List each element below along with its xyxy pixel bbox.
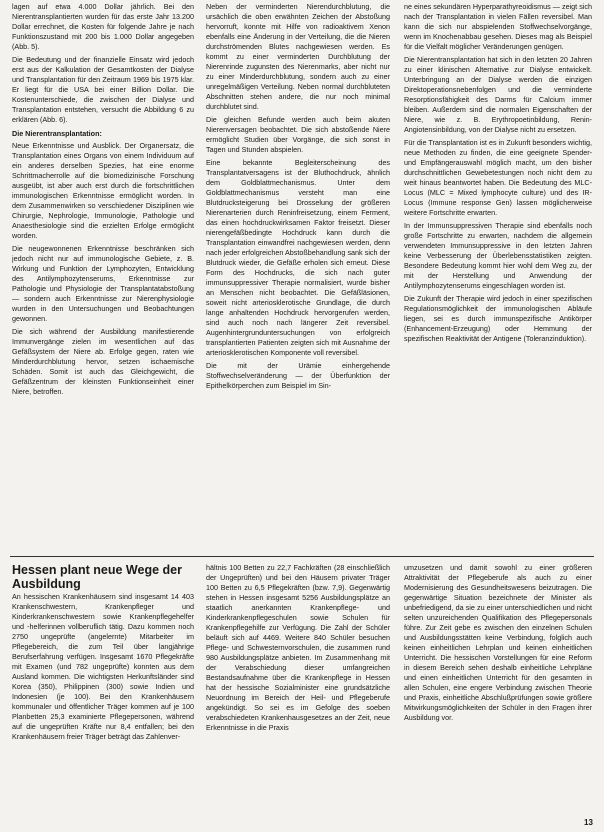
section-subheading: Die Nierentransplantation: (12, 129, 102, 138)
article-column-1 (12, 592, 194, 822)
paragraph: Die Zukunft der Therapie wird jedoch in einer spezifischen Regulationsmöglichkeit der immunologischen Abläufe liegen, sei es durch immunspezifische Antikörper (Enhancement-Erzeugung) oder Hemmung der spezifischen Reaktivität der Antigene (Toleranzinduktion). (404, 294, 592, 343)
paragraph: Die Bedeutung und der finanzielle Einsatz wird jedoch erst aus der Kalkulation der Gesamtkosten der Dialyse und Transplantation für den Zeitraum 1969 bis 1975 klar. Er liegt für die USA bei einer Billion Dollar. Die Kostenunterschiede, die zwischen der Dialyse und Transplantation entstehen, versucht die Abbildung 6 zu erklären (Abb. 6). (12, 55, 194, 124)
text-column-2 (206, 2, 390, 554)
paragraph: In der Immunsuppressiven Therapie sind ebenfalls noch große Fortschritte zu erwarten, nachdem die allgemein verwendeten Immunsuppressive in den letzten Jahren keine Verbesserung der Überlebensstatistiken zeigten. Besondere Bedeutung kommt hier wohl dem Weg zu, der mit der Herstellung und Anwendung der Antilymphozytenserums eingeschlagen worden ist. (404, 221, 592, 290)
article-column-2 (206, 563, 390, 821)
paragraph: umzusetzen und damit sowohl zu einer größeren Attraktivität der Pflegeberufe als auch zu einer Modernisierung des Gesundheitswesens beizutragen. Die gegenwärtige Situation bezeichnete der Minister als unbefriedigend, da sie zu einer unterschiedlichen und nicht selten unzureichenden Qualifikation des Pflegepersonals führe. Zur Zeit gebe es zwischen den einzelnen Schulen und Ausbildungsstätten keine Verbindung, folglich auch keinen einheitlichen Lehrplan und keinen einheitlichen Unterricht. Die hessischen Vorstellungen für eine Reform in diesem Bereich sehen deshalb einheitliche Lehrpläne und einen einheitlichen Unterricht für den gesamten in allen Schulen, eine engere Verbindung zwischen Theorie und Praxis, einheitliche Abschlußprüfungen sowie größere Mitwirkungsmöglichkeiten der Schüler in den Fragen ihrer Ausbildung vor. (404, 563, 592, 722)
article-headline: Hessen plant neue Wege der Ausbildung (12, 563, 182, 591)
paragraph: hältnis 100 Betten zu 22,7 Fachkräften (28 einschließlich der Ungeprüften) und bei den Häusern privater Träger 100 Betten zu 6,5 Pflegekräften (bzw. 7,9). Gegenwärtig stehen in Hessen insgesamt 5256 Ausbildungsplätze an staatlich anerkannten Krankenpflege- und Kinderkrankenpflegeschulen sowie Schulen für Krankenpflegehilfe zur Verfügung. Die Zahl der Schüler beläuft sich auf 4469. Weitere 840 Schüler besuchen Pflege- und Schwesternvorschulen, die zusammen rund 980 Ausbildungsplätze anbieten. Im Zusammenhang mit der Verabschiedung dieser umfangreichen Bestandsaufnahme über die Krankenpflege in Hessen hat der hessische Sozialminister eine grundsätzliche Neuordnung im Bereich der Heil- und Pflegeberufe angekündigt. So sei es im Gefolge des soeben verabschiedeten Krankenhausgesetzes an der Zeit, neue Erkenntnisse in die Praxis (206, 563, 390, 732)
paragraph: Neben der verminderten Nierendurchblutung, die ursächlich die oben erwähnten Zeichen der Abstoßung hervorruft, konnte mit Hilfe von radioaktivem Xenon ebenfalls eine Änderung in der Verteilung, die die Nieren durchströmenden Blutes nachgewiesen werden. Es kommt zu einer verminderten Durchblutung der Nierenrinde zugunsten des Nierenmarks, aber nicht nur zu einer Minderdurchblutung, sondern auch zu einer unregelmäßigen Verteilung. Neben normal durchbluteten Abschnitten stehen andere, die nur noch minimal durchblutet sind. (206, 2, 390, 111)
paragraph: Die neugewonnenen Erkenntnisse beschränken sich jedoch nicht nur auf immunologische Gebiete, z. B. Wirkung und Funktion der Lymphozyten, Entwicklung des Antilymphozytenserums, Erkenntnisse zur Pathologie und Physiologie der Transplantatabstoßung — sondern auch Erkenntnisse zur Nierenphysiologie wurden in den Untersuchungen und Beobachtungen gewonnen. (12, 244, 194, 323)
paragraph: Die sich während der Ausbildung manifestierende Immunvergänge zielen im wesentlichen auf das Gefäßsystem der Niere ab. Erfolge gegen, raten wie Minderdurchblutung hervor, setzen ischaemische Schäden. Somit ist auch das Gleichgewicht, die Gefäßzentrum der kleinsten Funktionseinheit einer Niere, betroffen. (12, 327, 194, 396)
paragraph: Eine bekannte Begleiterscheinung des Transplantatversagens ist der Bluthochdruck, ähnlich dem Goldblattmechanismus. Unter dem Goldblattmechanismus versteht man eine Blutdrucksteigerung bei Drosselung der größeren Nierenarterien durch Reninfreisetzung, einem Ferment, das einen hochdruckwirksamen Faktor freisetzt. Dieser nierengefäßbedingte Hochdruck kann durch die Transplantation einwandfrei nachgewiesen werden, denn nach jeder erfolgreichen Abstoßbehandlung sank sich der Blutdruck wieder, die Gefäße erholen sich erneut. Diese Form des Hochdrucks, die sich nach guter immunsuppressiver Therapie normalisiert, wurde bisher an Menschen nicht beobachtet. Die Gefäßläsionen, soweit nicht arteriosklerotische Grundlage, die durch lange anhaltenden Hochdruck hervorgerufen werden, sind auch noch nach längerer Zeit reversibel. Augenhintergrunduntersuchungen von erfolgreich transplantierten Patienten zeigten sich mit Ausnahme der arteriosklerotischen Komponente voll reversibel. (206, 158, 390, 357)
paragraph: An hessischen Krankenhäusern sind insgesamt 14 403 Krankenschwestern, Krankenpfleger und Kinderkrankenschwestern sowie Krankenpflegehelfer und -helferinnen vollberuflich tätig. Dazu kommen noch 2750 ungeprüfte (angelernte) Mitarbeiter im Pflegebereich, die zum Teil über langjährige Berufserfahrung verfügen. Insgesamt 1670 Pflegekräfte mit Examen (und 782 ungeprüfte) konnten aus dem Ausland kommen. Die wichtigsten Herkunftsländer sind Korea (350), Philippinen (300) sowie Indien und Indonesien (je 100). Bei den Krankenhäusern kommunaler und öffentlicher Träger kommen auf je 100 Planbetten 25,3 examinierte Pflegepersonen, während auf die ungeprüften Kräfte nur 8,4 entfallen; bei den Krankenhäusern freier Träger beträgt das Zahlenver- (12, 592, 194, 741)
article-column-3 (404, 563, 592, 813)
paragraph: Die gleichen Befunde werden auch beim akuten Nierenversagen beobachtet. Die sich abstoßende Niere ermöglicht Studien über Vorgänge, die sich sonst in Tagen und Stunden abspielen. (206, 115, 390, 154)
text-column-1 (12, 2, 194, 554)
paragraph: Die mit der Urämie einhergehende Stoffwechselveränderung — der Überfunktion der Epithelkörperchen zum Beispiel im Sin- (206, 361, 390, 390)
section-divider (10, 556, 594, 557)
paragraph: Die Nierentransplantation hat sich in den letzten 20 Jahren zu einer klinischen Alternative zur Dialyse entwickelt. Unterbringung an der Dialyse werden die einzigen Direktoperationsnebenfolgen und die verminderte Resorptionsfähigkeit des Darms für Calcium immer bleiben. Außerdem sind die normalen Eigenschaften der Niere, wie z. B. Erythropoetinbildung, Renin-Angiotensinbildung, von der Dialyse nicht zu ersetzen. (404, 55, 592, 134)
paragraph: Neue Erkenntnisse und Ausblick. Der Organersatz, die Transplantation eines Organs von einem Individuum auf ein anderes derselben Spezies, hat eine enorme Schrittmacherrolle auf die biomedizinische Forschung ausgeübt, ist aber auch erst durch die fortschrittlichen immunologischen Erkenntnisse ermöglicht worden. In dem Zusammenwirken so verschiedener Disziplinen wie Chirurgie, Nephrologie, Immunologie, Pathologie und Anaesthesiologie sind die erzielten Erfolge ermöglicht worden. (12, 141, 194, 240)
paragraph: lagen auf etwa 4.000 Dollar jährlich. Bei den Nierentransplantierten wurden für das erste Jahr 13.200 Dollar errechnet, die Kosten für folgende Jahre je nach Funktionszustand mit 200 bis 1.000 Dollar angegeben (Abb. 5). (12, 2, 194, 51)
paragraph: Für die Transplantation ist es in Zukunft besonders wichtig, neue Methoden zu finden, die eine geeignete Spender- und Empfängerauswahl möglich macht, um den bisher durchschnittlichen Gewebetestungen noch nicht dem zu weit hinaus beantwortet haben. Die Bedeutung des MLC-Locus (MLC = Mixed lymphocyte culture) und des IR-Locus (Immune response Gen) lassen möglicherweise weitere Fortschritte erwarten. (404, 138, 592, 217)
paragraph: ne eines sekundären Hyperparathyreoidismus — zeigt sich nach der Transplantation in vielen Fällen reversibel. Man kann die sich nur abspielenden Stoffwechselvorgänge, wenn im Knochenabbau gesehen. Dieses mag als Beispiel für die Vielfalt möglicher Veränderungen genügen. (404, 2, 592, 51)
page-number: 13 (584, 818, 593, 827)
text-column-3 (404, 2, 592, 554)
